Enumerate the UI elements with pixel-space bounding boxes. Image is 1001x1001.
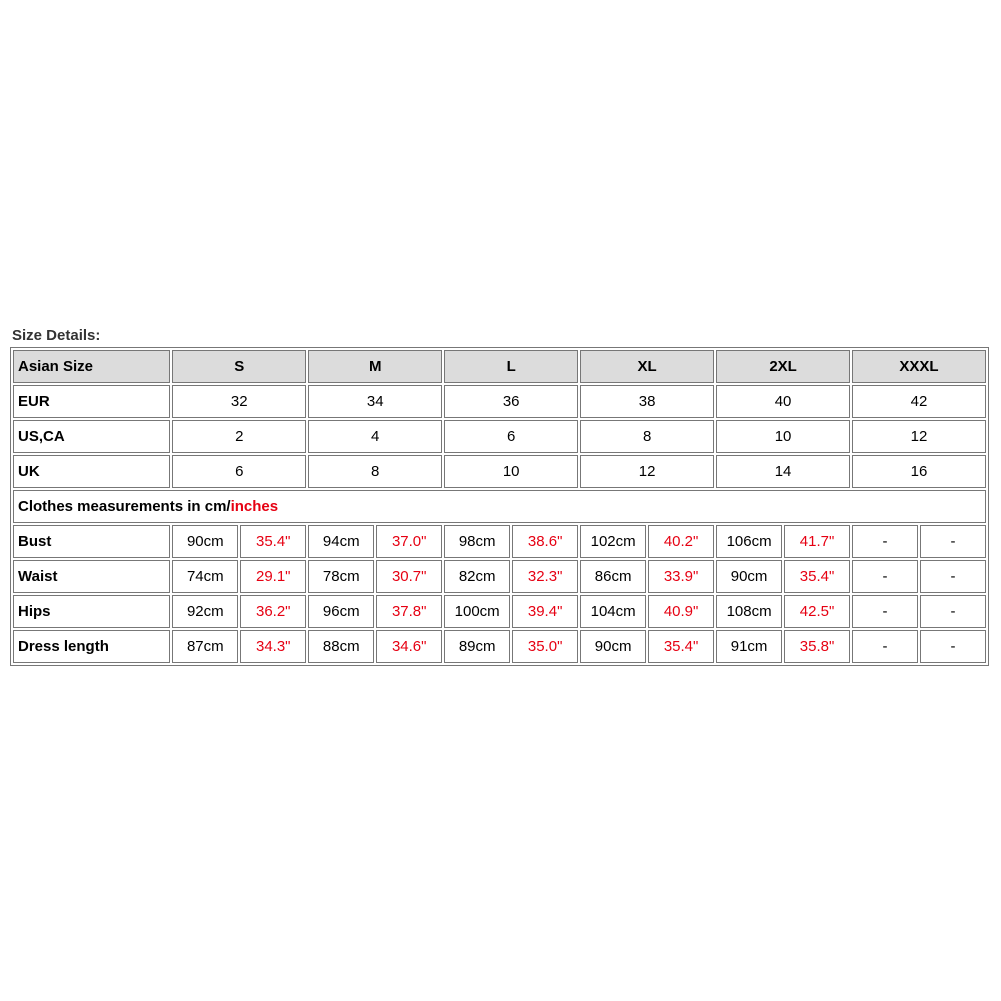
conversion-value: 42 [852,385,986,418]
size-header-row [13,350,986,383]
cm-value: 90cm [172,525,238,558]
measurement-row [13,595,986,628]
measurements-title-prefix: Clothes measurements in cm/ [18,498,231,515]
conversion-value: 12 [580,455,714,488]
conversion-value: 6 [444,420,578,453]
inch-value: 41.7" [784,525,850,558]
conversion-value: 10 [716,420,850,453]
cm-value: 86cm [580,560,646,593]
cm-value: 89cm [444,630,510,663]
inch-value: 35.4" [648,630,714,663]
inch-value: 37.0" [376,525,442,558]
conversion-value: 8 [308,455,442,488]
inch-value: 35.4" [784,560,850,593]
inch-value: 38.6" [512,525,578,558]
inch-value: 40.2" [648,525,714,558]
cm-value: 108cm [716,595,782,628]
inch-value: - [920,630,986,663]
inch-value: 34.6" [376,630,442,663]
row-label: Dress length [13,630,170,663]
size-header-cell: XL [580,350,714,383]
cm-value: 98cm [444,525,510,558]
conversion-value: 8 [580,420,714,453]
inch-value: 30.7" [376,560,442,593]
conversion-value: 10 [444,455,578,488]
size-header-cell: XXXL [852,350,986,383]
cm-value: 96cm [308,595,374,628]
cm-value: - [852,595,918,628]
cm-value: - [852,630,918,663]
conversion-row [13,385,986,418]
row-label: Hips [13,595,170,628]
conversion-value: 6 [172,455,306,488]
row-label: Waist [13,560,170,593]
inch-value: 35.8" [784,630,850,663]
conversion-value: 38 [580,385,714,418]
inch-value: 39.4" [512,595,578,628]
conversion-value: 12 [852,420,986,453]
conversion-value: 40 [716,385,850,418]
inch-value: 42.5" [784,595,850,628]
measurements-title [13,490,986,523]
inch-value: 35.0" [512,630,578,663]
cm-value: 78cm [308,560,374,593]
cm-value: - [852,560,918,593]
conversion-row [13,455,986,488]
row-label: Bust [13,525,170,558]
size-header-cell: S [172,350,306,383]
conversion-value: 14 [716,455,850,488]
cm-value: 92cm [172,595,238,628]
inch-value: 35.4" [240,525,306,558]
measurements-section-row [13,490,986,523]
inch-value: 32.3" [512,560,578,593]
inch-value: - [920,525,986,558]
cm-value: 102cm [580,525,646,558]
cm-value: 90cm [716,560,782,593]
measurement-row [13,525,986,558]
size-header-label: Asian Size [13,350,170,383]
inch-value: 34.3" [240,630,306,663]
measurement-row [13,560,986,593]
inch-value: 29.1" [240,560,306,593]
size-chart-table [10,347,989,666]
row-label: US,CA [13,420,170,453]
size-header-cell: M [308,350,442,383]
measurements-title-inches: inches [230,498,279,515]
conversion-value: 2 [172,420,306,453]
cm-value: 91cm [716,630,782,663]
cm-value: 100cm [444,595,510,628]
cm-value: 106cm [716,525,782,558]
size-header-cell: L [444,350,578,383]
inch-value: - [920,560,986,593]
inch-value: 33.9" [648,560,714,593]
cm-value: - [852,525,918,558]
cm-value: 88cm [308,630,374,663]
conversion-value: 4 [308,420,442,453]
conversion-value: 36 [444,385,578,418]
size-details-caption: Size Details: [12,327,101,344]
row-label: UK [13,455,170,488]
cm-value: 82cm [444,560,510,593]
inch-value: 37.8" [376,595,442,628]
cm-value: 104cm [580,595,646,628]
inch-value: 36.2" [240,595,306,628]
conversion-value: 16 [852,455,986,488]
conversion-value: 34 [308,385,442,418]
inch-value: - [920,595,986,628]
inch-value: 40.9" [648,595,714,628]
conversion-value: 32 [172,385,306,418]
size-header-cell: 2XL [716,350,850,383]
conversion-row [13,420,986,453]
cm-value: 90cm [580,630,646,663]
cm-value: 74cm [172,560,238,593]
cm-value: 94cm [308,525,374,558]
row-label: EUR [13,385,170,418]
size-chart-body [13,350,986,663]
cm-value: 87cm [172,630,238,663]
measurement-row [13,630,986,663]
